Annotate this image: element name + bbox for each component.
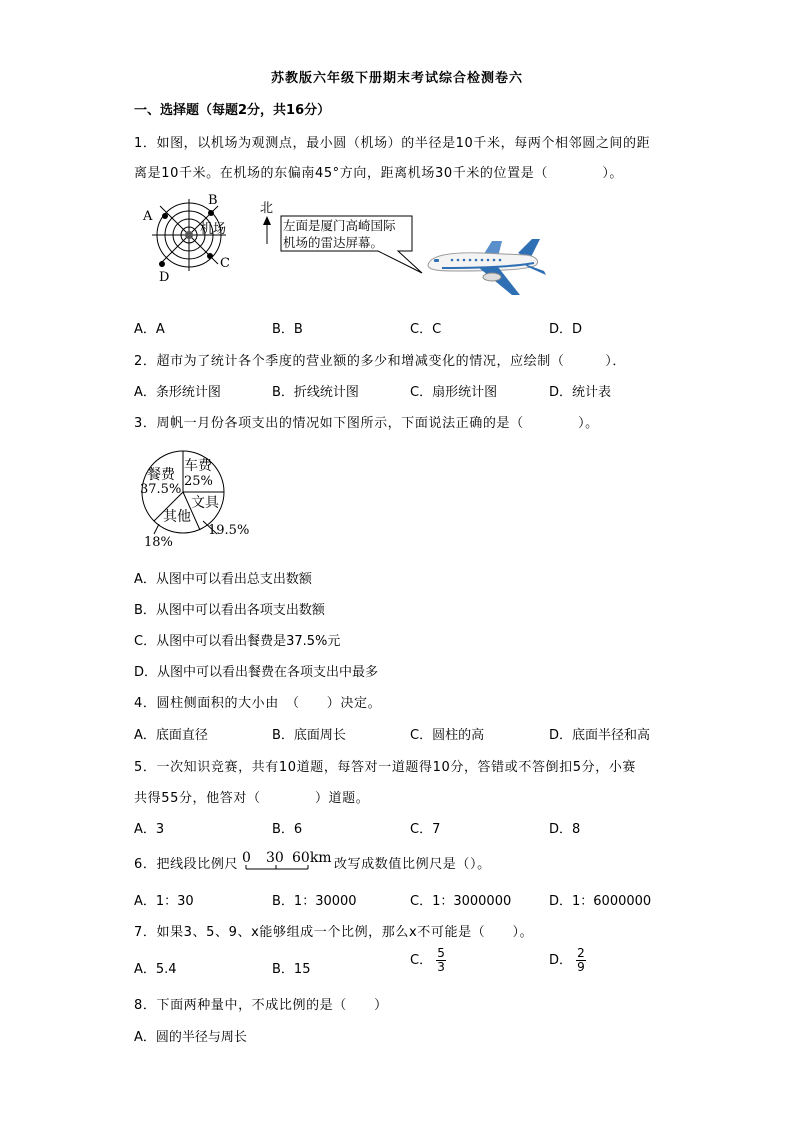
scale-tick-0: 0 — [242, 850, 251, 866]
q4-option-c[interactable]: C．圆柱的高 — [410, 728, 485, 743]
q7-option-a[interactable]: A．5.4 — [134, 962, 177, 977]
q2-option-d[interactable]: D．统计表 — [549, 385, 612, 400]
q2-text: 2．超市为了统计各个季度的营业额的多少和增减变化的情况，应绘制（ ）． — [134, 354, 626, 369]
scale-tick-60: 60km — [292, 850, 332, 866]
pie-label-canfei: 餐费 — [147, 467, 175, 483]
q7-option-d[interactable] — [549, 947, 586, 974]
pie-label-canfei-pct: 37.5% — [140, 482, 182, 497]
section-heading: 一、选择题（每题2分，共16分） — [134, 103, 331, 118]
q6-text-before: 6．把线段比例尺 — [134, 857, 239, 872]
pie-chart — [134, 446, 260, 550]
pie-label-chefei: 车费 — [184, 458, 212, 474]
q2-option-c[interactable]: C．扇形统计图 — [410, 385, 498, 400]
scale-tick-30: 30 — [266, 850, 284, 866]
q1-option-d[interactable]: D．D — [549, 322, 583, 337]
pie-label-qita-pct: 18% — [144, 535, 173, 550]
q8-text: 8．下面两种量中，不成比例的是（ ） — [134, 998, 388, 1013]
q7-text: 7．如果3、5、9、x能够组成一个比例，那么x不可能是（ ）。 — [134, 925, 534, 940]
q3-option-c[interactable]: C．从图中可以看出餐费是37.5%元 — [134, 634, 341, 649]
line-scale-ruler — [238, 847, 334, 873]
point-c-label: C — [220, 256, 230, 271]
q7-d-denominator: 9 — [577, 960, 585, 974]
q5-line2: 共得55分，他答对（ ）道题。 — [134, 791, 370, 806]
bubble-line2: 机场的雷达屏幕。 — [283, 235, 384, 250]
q3-option-d[interactable]: D．从图中可以看出餐费在各项支出中最多 — [134, 665, 379, 680]
q4-option-d[interactable]: D．底面半径和高 — [549, 728, 651, 743]
q6-option-c[interactable]: C．1：3000000 — [410, 894, 512, 909]
q5-line1: 5．一次知识竞赛，共有10道题，每答对一道题得10分，答错或不答倒扣5分，小赛 — [134, 760, 637, 775]
q1-line1: 1．如图，以机场为观测点，最小圆（机场）的半径是10千米，每两个相邻圆之间的距 — [134, 136, 651, 151]
q3-option-a[interactable]: A．从图中可以看出总支出数额 — [134, 572, 312, 587]
bubble-line1: 左面是厦门高崎国际 — [283, 218, 396, 233]
q1-option-b[interactable]: B．B — [272, 322, 303, 337]
q7-option-d-prefix: D． — [549, 953, 573, 968]
q1-option-c[interactable]: C．C — [410, 322, 442, 337]
q5-option-b[interactable]: B．6 — [272, 822, 303, 837]
q1-line2: 离是10千米。在机场的东偏南45°方向，距离机场30千米的位置是（ ）。 — [134, 166, 624, 181]
q3-text: 3．周帆一月份各项支出的情况如下图所示，下面说法正确的是（ ）。 — [134, 416, 599, 431]
north-label: 北 — [260, 201, 274, 216]
pie-label-chefei-pct: 25% — [184, 474, 213, 489]
page-title: 苏教版六年级下册期末考试综合检测卷六 — [270, 71, 523, 86]
pie-label-wenju-pct: 19.5% — [208, 523, 250, 538]
q7-option-c-fraction — [436, 947, 446, 974]
point-d-label: D — [159, 270, 170, 284]
q8-option-a[interactable]: A．圆的半径与周长 — [134, 1030, 247, 1045]
q4-option-a[interactable]: A．底面直径 — [134, 728, 208, 743]
q7-d-numerator: 2 — [577, 946, 585, 960]
point-a-label: A — [143, 209, 153, 224]
q1-option-a[interactable]: A．A — [134, 322, 165, 337]
q3-option-b[interactable]: B．从图中可以看出各项支出数额 — [134, 603, 325, 618]
point-b-label: B — [208, 193, 218, 208]
q6-option-a[interactable]: A．1：30 — [134, 894, 194, 909]
q7-c-denominator: 3 — [437, 960, 445, 974]
q6-option-b[interactable]: B．1：30000 — [272, 894, 357, 909]
airplane-icon — [422, 237, 550, 299]
q2-option-a[interactable]: A．条形统计图 — [134, 385, 221, 400]
radar-figure — [138, 192, 248, 284]
q4-text: 4．圆柱侧面积的大小由 （ ）决定。 — [134, 696, 382, 711]
pie-label-wenju: 文具 — [191, 495, 219, 511]
q7-option-c[interactable] — [410, 947, 446, 974]
q6-option-d[interactable]: D．1：6000000 — [549, 894, 652, 909]
q5-option-c[interactable]: C．7 — [410, 822, 441, 837]
pie-leader-qita — [154, 524, 159, 534]
pie-label-qita: 其他 — [163, 509, 191, 525]
airport-label: 机场 — [200, 222, 227, 237]
q5-option-a[interactable]: A．3 — [134, 822, 165, 837]
q7-c-numerator: 5 — [437, 946, 445, 960]
q5-option-d[interactable]: D．8 — [549, 822, 581, 837]
q6-text-after: 改写成数值比例尺是（）。 — [334, 857, 491, 872]
q7-option-d-fraction — [576, 947, 586, 974]
q7-option-c-prefix: C． — [410, 953, 433, 968]
north-arrow — [256, 198, 278, 246]
q2-option-b[interactable]: B．折线统计图 — [272, 385, 359, 400]
q4-option-b[interactable]: B．底面周长 — [272, 728, 346, 743]
q7-option-b[interactable]: B．15 — [272, 962, 311, 977]
